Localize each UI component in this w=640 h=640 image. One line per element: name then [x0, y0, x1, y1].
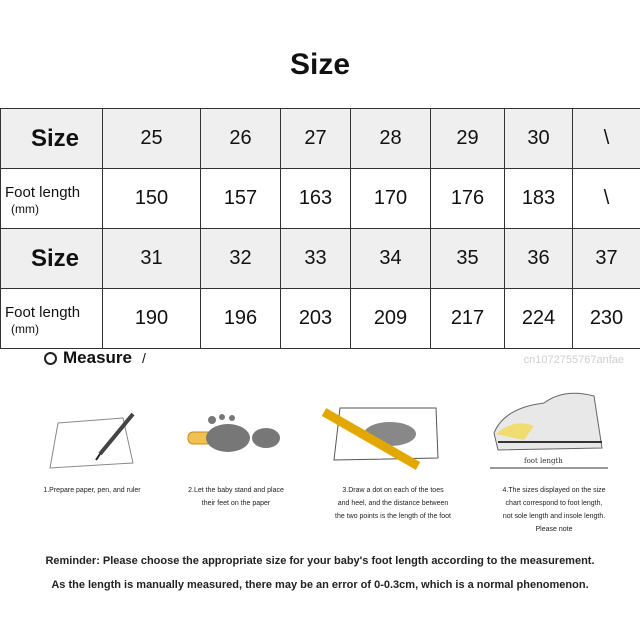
shoe-diagram-icon — [484, 378, 614, 478]
reminder-line-2: As the length is manually measured, there may be an error of 0-0.3cm, which is a normal phenomenon. — [51, 579, 589, 591]
table-cell: 170 — [351, 169, 431, 229]
table-cell: 30 — [505, 109, 573, 169]
table-row — [1, 109, 640, 169]
table-cell: 27 — [281, 109, 351, 169]
circle-bullet-icon — [44, 352, 57, 365]
table-cell: 230 — [573, 289, 640, 349]
table-cell: 36 — [505, 229, 573, 289]
step-2-caption: 2.Let the baby stand and place their feet on the paper — [188, 487, 284, 507]
table-cell: 29 — [431, 109, 505, 169]
reminder-line-1: Reminder: Please choose the appropriate size for your baby's foot length according to the measurement. — [45, 555, 595, 567]
table-cell: 26 — [201, 109, 281, 169]
table-cell: 25 — [103, 109, 201, 169]
table-cell: 183 — [505, 169, 573, 229]
footprint-icon — [178, 408, 298, 468]
table-cell: 35 — [431, 229, 505, 289]
table-cell: 190 — [103, 289, 201, 349]
measure-heading: Measure / — [44, 348, 146, 368]
table-row — [1, 289, 640, 349]
table-cell: \ — [573, 169, 640, 229]
size-table — [0, 108, 640, 349]
table-cell: 28 — [351, 109, 431, 169]
table-cell: 34 — [351, 229, 431, 289]
table-cell: 37 — [573, 229, 640, 289]
row-label: Foot length (mm) — [1, 289, 103, 349]
table-cell: 32 — [201, 229, 281, 289]
page-title: Size — [289, 48, 351, 81]
paper-pen-icon — [38, 408, 148, 478]
step-4-caption: 4.The sizes displayed on the size chart correspond to foot length, not sole length and insole length. Please note — [502, 487, 606, 533]
table-cell: 150 — [103, 169, 201, 229]
table-cell: 33 — [281, 229, 351, 289]
table-cell: \ — [573, 109, 640, 169]
table-cell: 31 — [103, 229, 201, 289]
step-1-caption: 1.Prepare paper, pen, and ruler — [43, 487, 141, 494]
row-label: Size — [1, 229, 103, 289]
table-cell: 196 — [201, 289, 281, 349]
table-row — [1, 229, 640, 289]
table-cell: 224 — [505, 289, 573, 349]
table-cell: 209 — [351, 289, 431, 349]
table-row — [1, 169, 640, 229]
watermark: cn1072755767anfae — [523, 354, 624, 366]
table-cell: 163 — [281, 169, 351, 229]
svg-text:foot length: foot length — [524, 457, 563, 465]
row-label: Size — [1, 109, 103, 169]
table-cell: 157 — [201, 169, 281, 229]
table-cell: 176 — [431, 169, 505, 229]
ruler-measure-icon — [318, 400, 448, 472]
row-label: Foot length (mm) — [1, 169, 103, 229]
step-3-caption: 3.Draw a dot on each of the toes and heel, and the distance between the two points is the length of the foot — [335, 487, 451, 520]
table-cell: 217 — [431, 289, 505, 349]
table-cell: 203 — [281, 289, 351, 349]
